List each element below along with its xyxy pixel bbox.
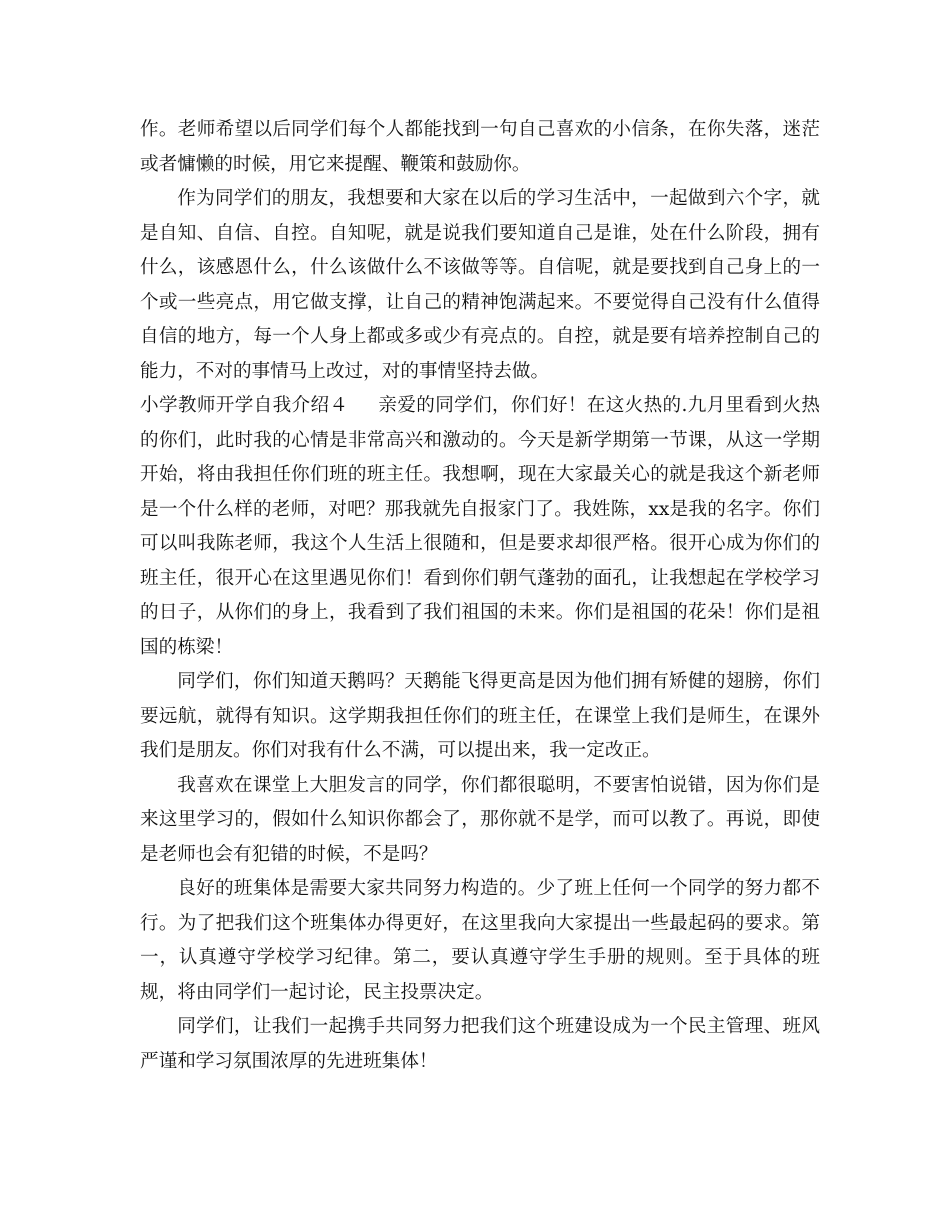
paragraph: 同学们，你们知道天鹅吗？天鹅能飞得更高是因为他们拥有矫健的翅膀，你们要远航，就得有知识。这学期我担任你们的班主任，在课堂上我们是师生，在课外我们是朋友。你们对我有什么不满，可以提出来，我一定改正。 [140, 671, 820, 761]
paragraph: 同学们，让我们一起携手共同努力把我们这个班建设成为一个民主管理、班风严谨和学习氛围浓厚的先进班集体！ [140, 1016, 820, 1072]
section-text: 亲爱的同学们，你们好！在这火热的.九月里看到火热的你们，此时我的心情是非常高兴和激动的。今天是新学期第一节课，从这一学期开始，将由我担任你们班的班主任。我想啊，现在大家最关心的就是我这个新老师是一个什么样的老师，对吧？那我就先自报家门了。我姓陈，xx是我的名字。你们可以叫我陈老师，我这个人生活上很随和，但是要求却很严格。很开心成为你们的班主任，很开心在这里遇见你们！看到你们朝气蓬勃的面孔，让我想起在学校学习的日子，从你们的身上，我看到了我们祖国的未来。你们是祖国的花朵！你们是祖国的栋梁！ [140, 395, 820, 658]
paragraph: 良好的班集体是需要大家共同努力构造的。少了班上任何一个同学的努力都不行。为了把我们这个班集体办得更好，在这里我向大家提出一些最起码的要求。第一，认真遵守学校学习纪律。第二，要认真遵守学生手册的规则。至于具体的班规，将由同学们一起讨论，民主投票决定。 [140, 878, 820, 1003]
paragraph: 我喜欢在课堂上大胆发言的同学，你们都很聪明，不要害怕说错，因为你们是来这里学习的，假如什么知识你都会了，那你就不是学，而可以教了。再说，即使是老师也会有犯错的时候，不是吗？ [140, 774, 820, 865]
section-paragraph [140, 389, 820, 665]
paragraph: 作为同学们的朋友，我想要和大家在以后的学习生活中，一起做到六个字，就是自知、自信、自控。自知呢，就是说我们要知道自己是谁，处在什么阶段，拥有什么，该感恩什么，什么该做什么不该做等等。自信呢，就是要找到自己身上的一个或一些亮点，用它做支撑，让自己的精神饱满起来。不要觉得自己没有什么值得自信的地方，每一个人身上都或多或少有亮点的。自控，就是要有培养控制自己的能力，不对的事情马上改过，对的事情坚持去做。 [140, 188, 820, 382]
paragraph-continuation: 作。老师希望以后同学们每个人都能找到一句自己喜欢的小信条，在你失落，迷茫或者慵懒的时候，用它来提醒、鞭策和鼓励你。 [140, 119, 820, 175]
document-body [140, 113, 820, 1079]
section-heading: 小学教师开学自我介绍４ [140, 395, 349, 416]
